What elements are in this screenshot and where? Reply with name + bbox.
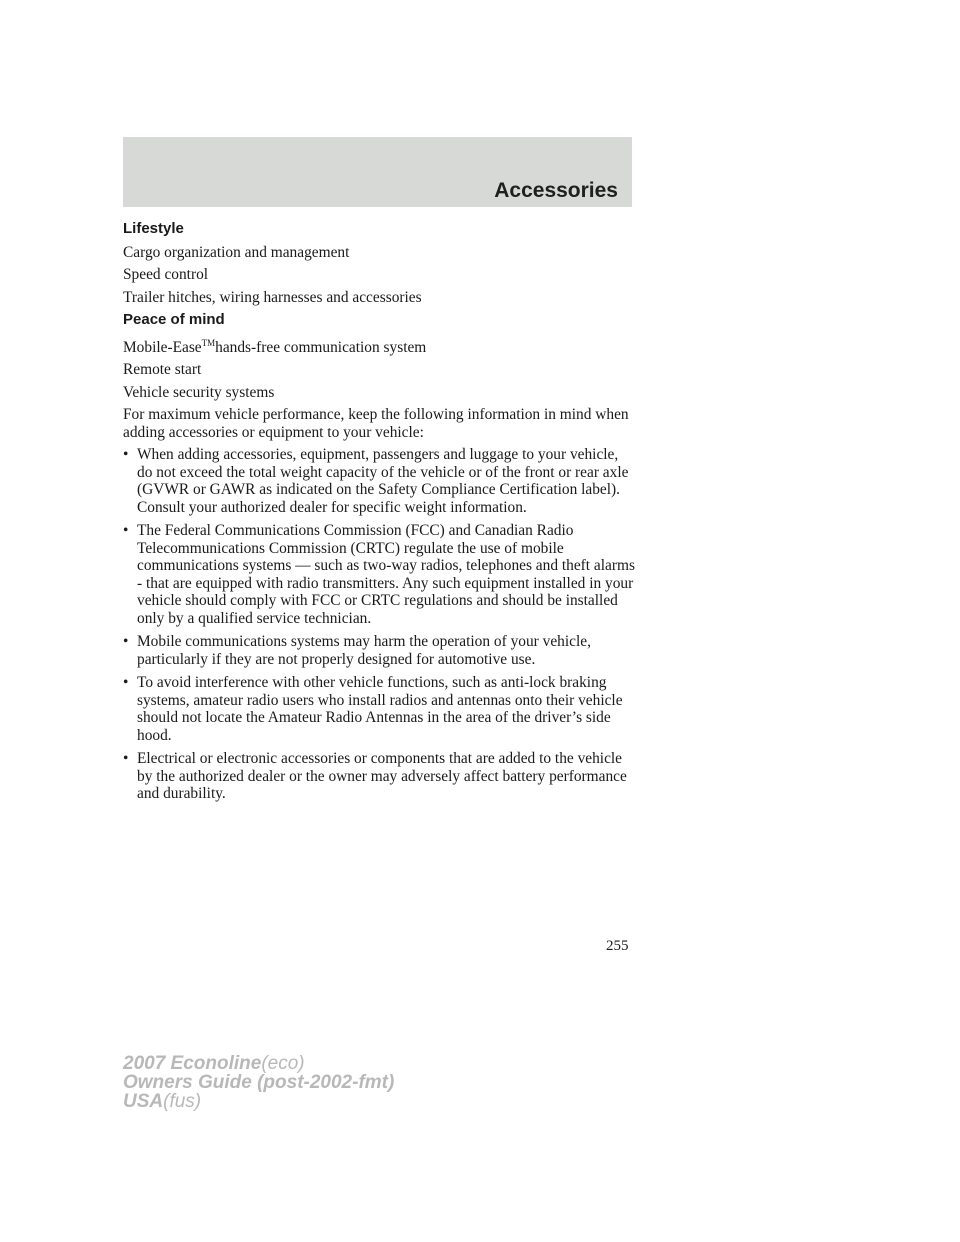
footer-line-model: [123, 1054, 394, 1073]
section-title: Accessories: [494, 179, 618, 202]
bullet-icon: •: [123, 674, 129, 691]
bullet-icon: •: [123, 446, 129, 463]
footer-guide-name: Owners Guide (post-2002-fmt): [123, 1072, 395, 1093]
bullet-icon: •: [123, 633, 129, 650]
lifestyle-item: Speed control: [123, 266, 209, 283]
bullet-text: To avoid interference with other vehicle functions, such as anti-lock braking systems, amateur radio users who install radios and antennas onto their vehicle should not locate the Amateur Radio Antennas in the area of the driver’s side hood.: [137, 674, 623, 744]
trademark-mark: TM: [201, 337, 216, 348]
bullet-item: [123, 522, 635, 627]
bullet-item: [123, 750, 635, 803]
footer-model: 2007 Econoline: [123, 1053, 262, 1074]
bullet-item: [123, 446, 635, 516]
lifestyle-item: Cargo organization and management: [123, 243, 350, 261]
bullet-item: [123, 633, 635, 668]
document-footer: [123, 1054, 394, 1111]
footer-model-code: (eco): [261, 1053, 305, 1074]
page-number: 255: [606, 938, 629, 954]
mobile-ease-name: Mobile-Ease: [123, 338, 202, 356]
lifestyle-item: Trailer hitches, wiring harnesses and accessories: [123, 288, 422, 306]
bullet-text: Mobile communications systems may harm the operation of your vehicle, particularly if they are not properly designed for automotive use.: [137, 633, 591, 668]
section-header-band: [123, 137, 632, 207]
footer-line-market: [123, 1092, 394, 1111]
bullet-text: The Federal Communications Commission (FCC) and Canadian Radio Telecommunications Commission (CRTC) regulate the use of mobile communications systems — such as two-way radios, telephones and theft alarms - that are equipped with radio transmitters. Any such equipment installed in your vehicle should comply with FCC or CRTC regulations and should be installed only by a qualified service technician.: [137, 522, 635, 627]
lifestyle-heading: Lifestyle: [123, 220, 184, 237]
footer-market-code: (fus): [163, 1091, 202, 1112]
intro-paragraph: For maximum vehicle performance, keep the following information in mind when adding accessories or equipment to your vehicle:: [123, 406, 629, 441]
bullet-icon: •: [123, 750, 129, 767]
bullet-icon: •: [123, 522, 129, 539]
peace-of-mind-item: Remote start: [123, 361, 202, 378]
peace-of-mind-heading: Peace of mind: [123, 311, 225, 328]
footer-market: USA: [123, 1091, 164, 1112]
page-content: [123, 220, 635, 809]
peace-of-mind-item: Vehicle security systems: [123, 383, 275, 401]
mobile-ease-description: hands-free communication system: [215, 338, 427, 356]
peace-of-mind-item-mobile-ease: [123, 335, 635, 357]
guidance-bullet-list: [123, 446, 635, 803]
bullet-text: When adding accessories, equipment, passengers and luggage to your vehicle, do not exceed the total weight capacity of the vehicle or of the front or rear axle (GVWR or GAWR as indicated on the Safety Compliance Certification label). Consult your authorized dealer for specific weight information.: [137, 446, 629, 516]
bullet-text: Electrical or electronic accessories or components that are added to the vehicle by the authorized dealer or the owner may adversely affect battery performance and durability.: [137, 750, 627, 802]
bullet-item: [123, 674, 635, 744]
